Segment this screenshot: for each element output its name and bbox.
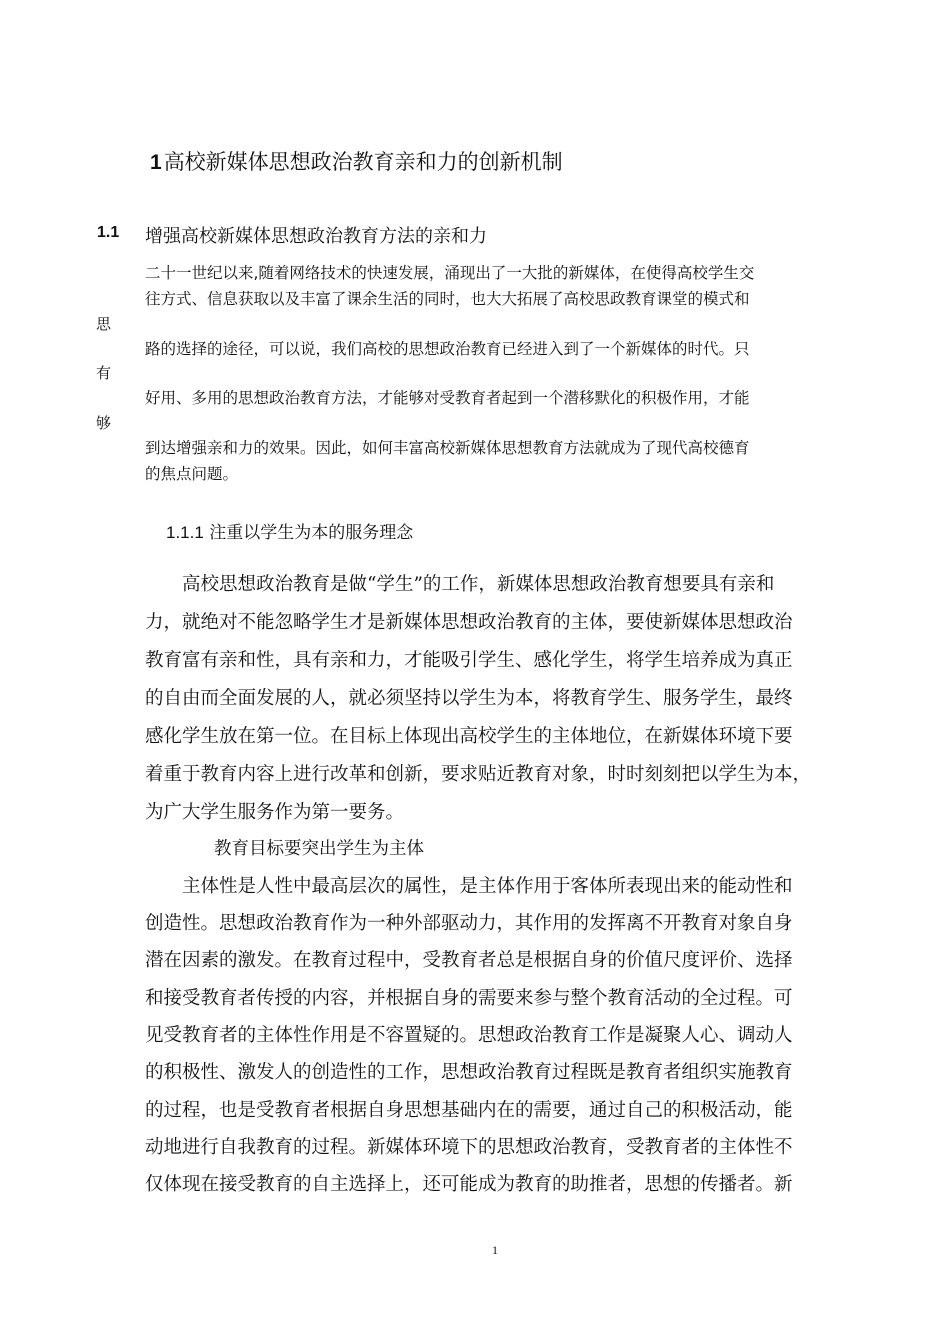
paragraph-line: 为广大学生服务作为第一要务。 [145, 802, 405, 823]
paragraph-line: 的积极性、激发人的创造性的工作，思想政治教育过程既是教育者组织实施教育 [145, 1062, 793, 1083]
paragraph-line: 见受教育者的主体性作用是不容置疑的。思想政治教育工作是凝聚人心、调动人 [145, 1025, 793, 1046]
paragraph-line: 教育富有亲和性，具有亲和力，才能吸引学生、感化学生，将学生培养成为真正 [145, 650, 793, 671]
paragraph-line: 创造性。思想政治教育作为一种外部驱动力，其作用的发挥离不开教育对象自身 [145, 913, 793, 934]
paragraph-line: 和接受教育者传授的内容，并根据自身的需要来参与整个教育活动的全过程。可 [145, 988, 793, 1009]
paragraph-line: 仅体现在接受教育的自主选择上，还可能成为教育的助推者，思想的传播者。新 [145, 1174, 793, 1195]
paragraph-line: 感化学生放在第一位。在目标上体现出高校学生的主体地位，在新媒体环境下要 [145, 726, 793, 747]
side-character: 够 [96, 414, 112, 432]
paragraph-line: 的自由而全面发展的人，就必须坚持以学生为本，将教育学生、服务学生，最终 [145, 688, 793, 709]
title-text: 高校新媒体思想政治教育亲和力的创新机制 [163, 150, 563, 174]
paragraph-line: 力，就绝对不能忽略学生才是新媒体思想政治教育的主体，要使新媒体思想政治 [145, 612, 793, 633]
document-title [150, 146, 563, 176]
side-character: 有 [96, 364, 112, 382]
side-character: 思 [96, 315, 112, 333]
paragraph-line: 主体性是人性中最高层次的属性，是主体作用于客体所表现出来的能动性和 [145, 876, 793, 897]
paragraph-line: 高校思想政治教育是做“学生”的工作，新媒体思想政治教育想要具有亲和 [145, 574, 775, 595]
section-1-1-line: 往方式、信息获取以及丰富了课余生活的同时，也大大拓展了高校思政教育课堂的模式和 [145, 290, 750, 308]
section-1-1-1-heading [166, 518, 413, 543]
paragraph-line: 动地进行自我教育的过程。新媒体环境下的思想政治教育，受教育者的主体性不 [145, 1137, 793, 1158]
subheading: 教育目标要突出学生为主体 [214, 839, 424, 859]
title-number: 1 [150, 151, 162, 174]
paragraph-line: 的过程，也是受教育者根据自身思想基础内在的需要，通过自己的积极活动，能 [145, 1100, 793, 1121]
section-1-1-heading: 增强高校新媒体思想政治教育方法的亲和力 [145, 226, 487, 247]
section-1-1-line: 路的选择的途径，可以说，我们高校的思想政治教育已经进入到了一个新媒体的时代。只 [145, 340, 750, 358]
paragraph-line: 着重于教育内容上进行改革和创新，要求贴近教育对象，时时刻刻把以学生为本， [145, 764, 812, 785]
section-1-1-number: 1.1 [97, 224, 120, 241]
paragraph-line: 潜在因素的激发。在教育过程中，受教育者总是根据自身的价值尺度评价、选择 [145, 950, 793, 971]
section-1-1-line: 二十一世纪以来,随着网络技术的快速发展，涌现出了一大批的新媒体，在使得高校学生交 [145, 264, 755, 282]
page-number: 1 [492, 1243, 498, 1257]
section-1-1-line: 好用、多用的思想政治教育方法，才能够对受教育者起到一个潜移默化的积极作用，才能 [145, 389, 750, 407]
section-1-1-1-number: 1.1.1 [166, 523, 204, 542]
section-1-1-1-text: 注重以学生为本的服务理念 [209, 523, 414, 543]
section-1-1-line: 到达增强亲和力的效果。因此，如何丰富高校新媒体思想教育方法就成为了现代高校德育 [145, 439, 750, 457]
section-1-1-line: 的焦点问题。 [145, 465, 239, 483]
